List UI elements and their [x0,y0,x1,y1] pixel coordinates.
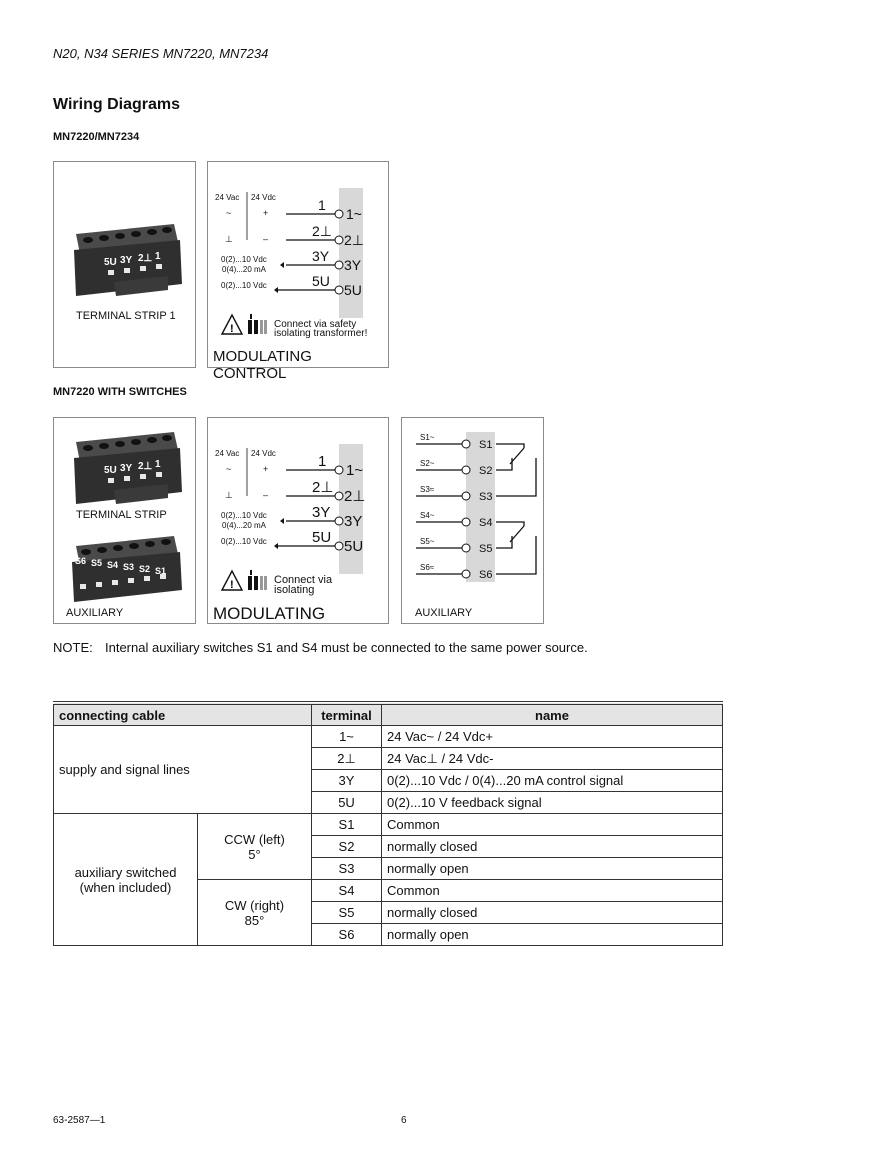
transformer-icon [248,314,267,334]
wire-label: 2⊥ [312,479,334,496]
terminal-cell: S5 [312,902,382,924]
group-auxiliary-line: auxiliary switched [74,864,177,880]
terminal-label: 3Y [120,463,133,474]
signal-out-label: 0(2)...10 Vdc [221,281,267,290]
terminal-name: 2⊥ [344,488,366,505]
terminal-label: 3Y [120,255,133,266]
note [53,640,588,655]
doc-number: 63-2587—1 [53,1115,106,1126]
ground-symbol: ⊥ [225,234,233,244]
ccw-angle: 5° [248,846,261,862]
transformer-icon [248,570,267,590]
subsection-title-1: MN7220/MN7234 [53,131,140,143]
signal-in-label: 0(2)...10 Vdc [221,511,267,520]
header-connecting-cable: connecting cable [54,703,312,726]
ccw-cell [198,814,312,880]
aux-terminal-name: S1 [479,439,493,451]
aux-terminal-name: S2 [479,465,493,477]
name-cell: Common [382,880,723,902]
terminal-cell: S3 [312,858,382,880]
aux-terminal-label: S4 [107,560,119,570]
cw-cell [198,880,312,946]
header-name: name [382,703,723,726]
note-label: NOTE: [53,640,93,655]
ccw-direction: CCW (left) [224,831,285,847]
terminal-cell: 3Y [312,770,382,792]
name-cell: normally closed [382,902,723,924]
aux-terminal-name: S4 [479,517,493,529]
terminal-name: 2⊥ [344,232,364,248]
name-cell: normally closed [382,836,723,858]
vac-label: 24 Vac [215,449,240,458]
terminal-name: 1~ [346,206,362,222]
terminal-name: 5U [344,538,364,555]
terminal-name: 3Y [344,513,363,530]
note-text: Internal auxiliary switches S1 and S4 must be connected to the same power source. [105,640,588,655]
auxiliary-wiring-diagram [402,418,545,625]
signal-in-label: 0(4)...20 mA [222,521,267,530]
table-row [54,726,723,748]
aux-wire-label: S3≈ [420,485,435,494]
panel-caption: TERMINAL STRIP 1 [76,310,176,322]
terminal-cell: 1~ [312,726,382,748]
subsection-title-2: MN7220 WITH SWITCHES [53,386,187,398]
aux-terminal-label: S1 [155,566,167,576]
terminal-cell: S2 [312,836,382,858]
document-header: N20, N34 SERIES MN7220, MN7234 [53,46,269,61]
warning-icon [222,315,242,335]
name-cell: 0(2)...10 Vdc / 0(4)...20 mA control signal [382,770,723,792]
modulating-control-panel [207,161,389,382]
panel-caption: TERMINAL STRIP [76,509,167,521]
terminal-name: 1~ [346,462,364,479]
wire-label: 1 [318,453,327,470]
modulating-panel [207,417,389,624]
warning-text: isolating [274,584,315,596]
wire-label: 3Y [312,504,331,521]
header-terminal: terminal [312,703,382,726]
aux-terminal-label: S6 [75,556,87,566]
ground-symbol: ⊥ [225,490,233,500]
group-auxiliary [54,814,198,946]
aux-terminal-label: S5 [91,558,103,568]
svg-text:!: ! [230,323,234,335]
aux-wire-label: S5~ [420,537,435,546]
aux-terminal-name: S3 [479,491,493,503]
terminal-cell: 2⊥ [312,748,382,770]
signal-out-label: 0(2)...10 Vdc [221,537,267,546]
terminal-cell: S6 [312,924,382,946]
aux-wire-label: S4~ [420,511,435,520]
terminal-label: 1 [155,459,161,470]
plus-symbol: + [263,464,269,474]
section-title: Wiring Diagrams [53,96,180,113]
terminal-cell: 5U [312,792,382,814]
minus-symbol: – [263,490,269,500]
terminal-strip-1-panel [53,161,196,368]
terminal-cell: S4 [312,880,382,902]
wire-label: 2⊥ [312,223,332,239]
name-cell: 24 Vac~ / 24 Vdc+ [382,726,723,748]
signal-in-label: 0(4)...20 mA [222,265,267,274]
ac-symbol: ~ [226,208,232,218]
warning-text: Connect via safety [274,319,357,330]
cw-angle: 85° [244,912,265,928]
panel-caption: MODULATING CONTROL [213,348,312,382]
name-cell: normally open [382,858,723,880]
name-cell: 0(2)...10 V feedback signal [382,792,723,814]
aux-terminal-label: S3 [123,562,135,572]
vdc-label: 24 Vdc [251,193,276,202]
terminal-name: 3Y [344,257,362,273]
wire-label: 1 [318,197,326,213]
terminal-name: 5U [344,282,362,298]
terminal-block-image [54,162,197,369]
ac-symbol: ~ [226,464,232,474]
terminal-block-images [54,418,197,625]
wire-label: 3Y [312,248,330,264]
wire-label: 5U [312,273,330,289]
aux-terminal-name: S6 [479,569,493,581]
aux-wire-label: S6≈ [420,563,435,572]
wire-label: 5U [312,529,332,546]
terminal-label: 2⊥ [138,253,153,264]
group-auxiliary-line: (when included) [79,879,172,895]
terminal-strip-auxiliary-panel [53,417,196,624]
panel-caption: AUXILIARY [415,607,473,619]
terminal-label: 5U [104,465,117,476]
wiring-diagram [208,162,390,369]
name-cell: Common [382,814,723,836]
wiring-table [53,701,723,946]
warning-text: Connect via [274,574,333,586]
wiring-diagram [208,418,390,625]
aux-terminal-label: S2 [139,564,151,574]
aux-terminal-name: S5 [479,543,493,555]
signal-in-label: 0(2)...10 Vdc [221,255,267,264]
page-number: 6 [401,1115,407,1126]
table-row [54,814,723,836]
cw-direction: CW (right) [224,897,285,913]
terminal-label: 5U [104,257,117,268]
plus-symbol: + [263,208,269,218]
name-cell: 24 Vac⊥ / 24 Vdc- [382,748,723,770]
table-header-row [54,703,723,726]
switch-symbol [496,444,536,574]
terminal-label: 2⊥ [138,461,153,472]
terminal-cell: S1 [312,814,382,836]
terminal-label: 1 [155,251,161,262]
svg-text:!: ! [230,579,234,591]
warning-icon [222,571,242,591]
vdc-label: 24 Vdc [251,449,276,458]
aux-wire-label: S1~ [420,433,435,442]
name-cell: normally open [382,924,723,946]
auxiliary-switches-panel [401,417,544,624]
group-supply-signal: supply and signal lines [54,726,312,814]
panel-caption: AUXILIARY [66,607,124,619]
minus-symbol: – [263,234,269,244]
warning-text: isolating transformer! [274,328,368,339]
vac-label: 24 Vac [215,193,240,202]
panel-caption: MODULATING [213,604,326,623]
aux-wire-label: S2~ [420,459,435,468]
